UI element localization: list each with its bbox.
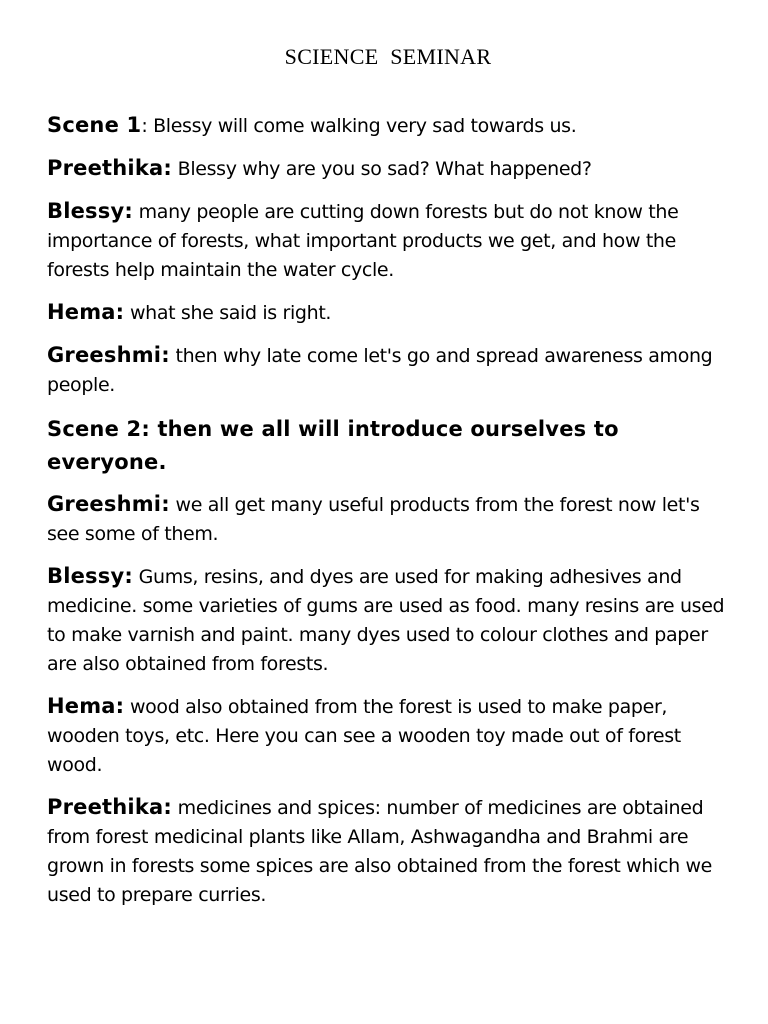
speaker-label: Blessy: <box>47 199 133 223</box>
line-text: medicines and spices: number of medicines are obtained from forest medicinal plants like Allam, Ashwagandha and Brahmi are grown in forests some spices are also obtained from the forest which we used to prepare curries. <box>47 797 712 906</box>
line-text: Blessy why are you so sad? What happened? <box>171 158 592 180</box>
speaker-label: Hema: <box>47 694 125 718</box>
script-body <box>47 111 731 923</box>
document-title: SCIENCE SEMINAR <box>284 44 492 69</box>
script-line-preethika <box>47 154 731 184</box>
script-line-blessy <box>47 562 731 679</box>
speaker-label: Blessy: <box>47 564 133 588</box>
scene-2-heading: Scene 2: then we all will introduce ourselves to everyone. <box>47 417 619 474</box>
speaker-label: Greeshmi: <box>47 492 170 516</box>
line-text: then why late come let's go and spread awareness among people. <box>47 345 713 396</box>
line-text: what she said is right. <box>124 302 332 324</box>
script-line-hema <box>47 692 731 780</box>
line-text: : Blessy will come walking very sad towards us. <box>141 115 577 137</box>
speaker-label: Greeshmi: <box>47 343 170 367</box>
line-text: wood also obtained from the forest is used to make paper, wooden toys, etc. Here you can see a wooden toy made out of forest wood. <box>47 696 681 776</box>
line-text: many people are cutting down forests but do not know the importance of forests, what important products we get, and how the forests help maintain the water cycle. <box>47 201 679 281</box>
script-line-hema <box>47 298 731 328</box>
script-line-blessy <box>47 197 731 285</box>
speaker-label: Hema: <box>47 300 125 324</box>
line-text: Gums, resins, and dyes are used for making adhesives and medicine. some varieties of gums are used as food. many resins are used to make varnish and paint. many dyes used to colour clothes and paper are also obtained from forests. <box>47 566 725 675</box>
speaker-label: Preethika: <box>47 795 172 819</box>
script-line-scene-1 <box>47 111 731 141</box>
script-line-greeshmi <box>47 341 731 400</box>
script-line-greeshmi <box>47 490 731 549</box>
script-line-preethika <box>47 793 731 910</box>
line-text: we all get many useful products from the forest now let's see some of them. <box>47 494 700 545</box>
speaker-label: Preethika: <box>47 156 172 180</box>
speaker-label: Scene 1 <box>47 113 142 137</box>
